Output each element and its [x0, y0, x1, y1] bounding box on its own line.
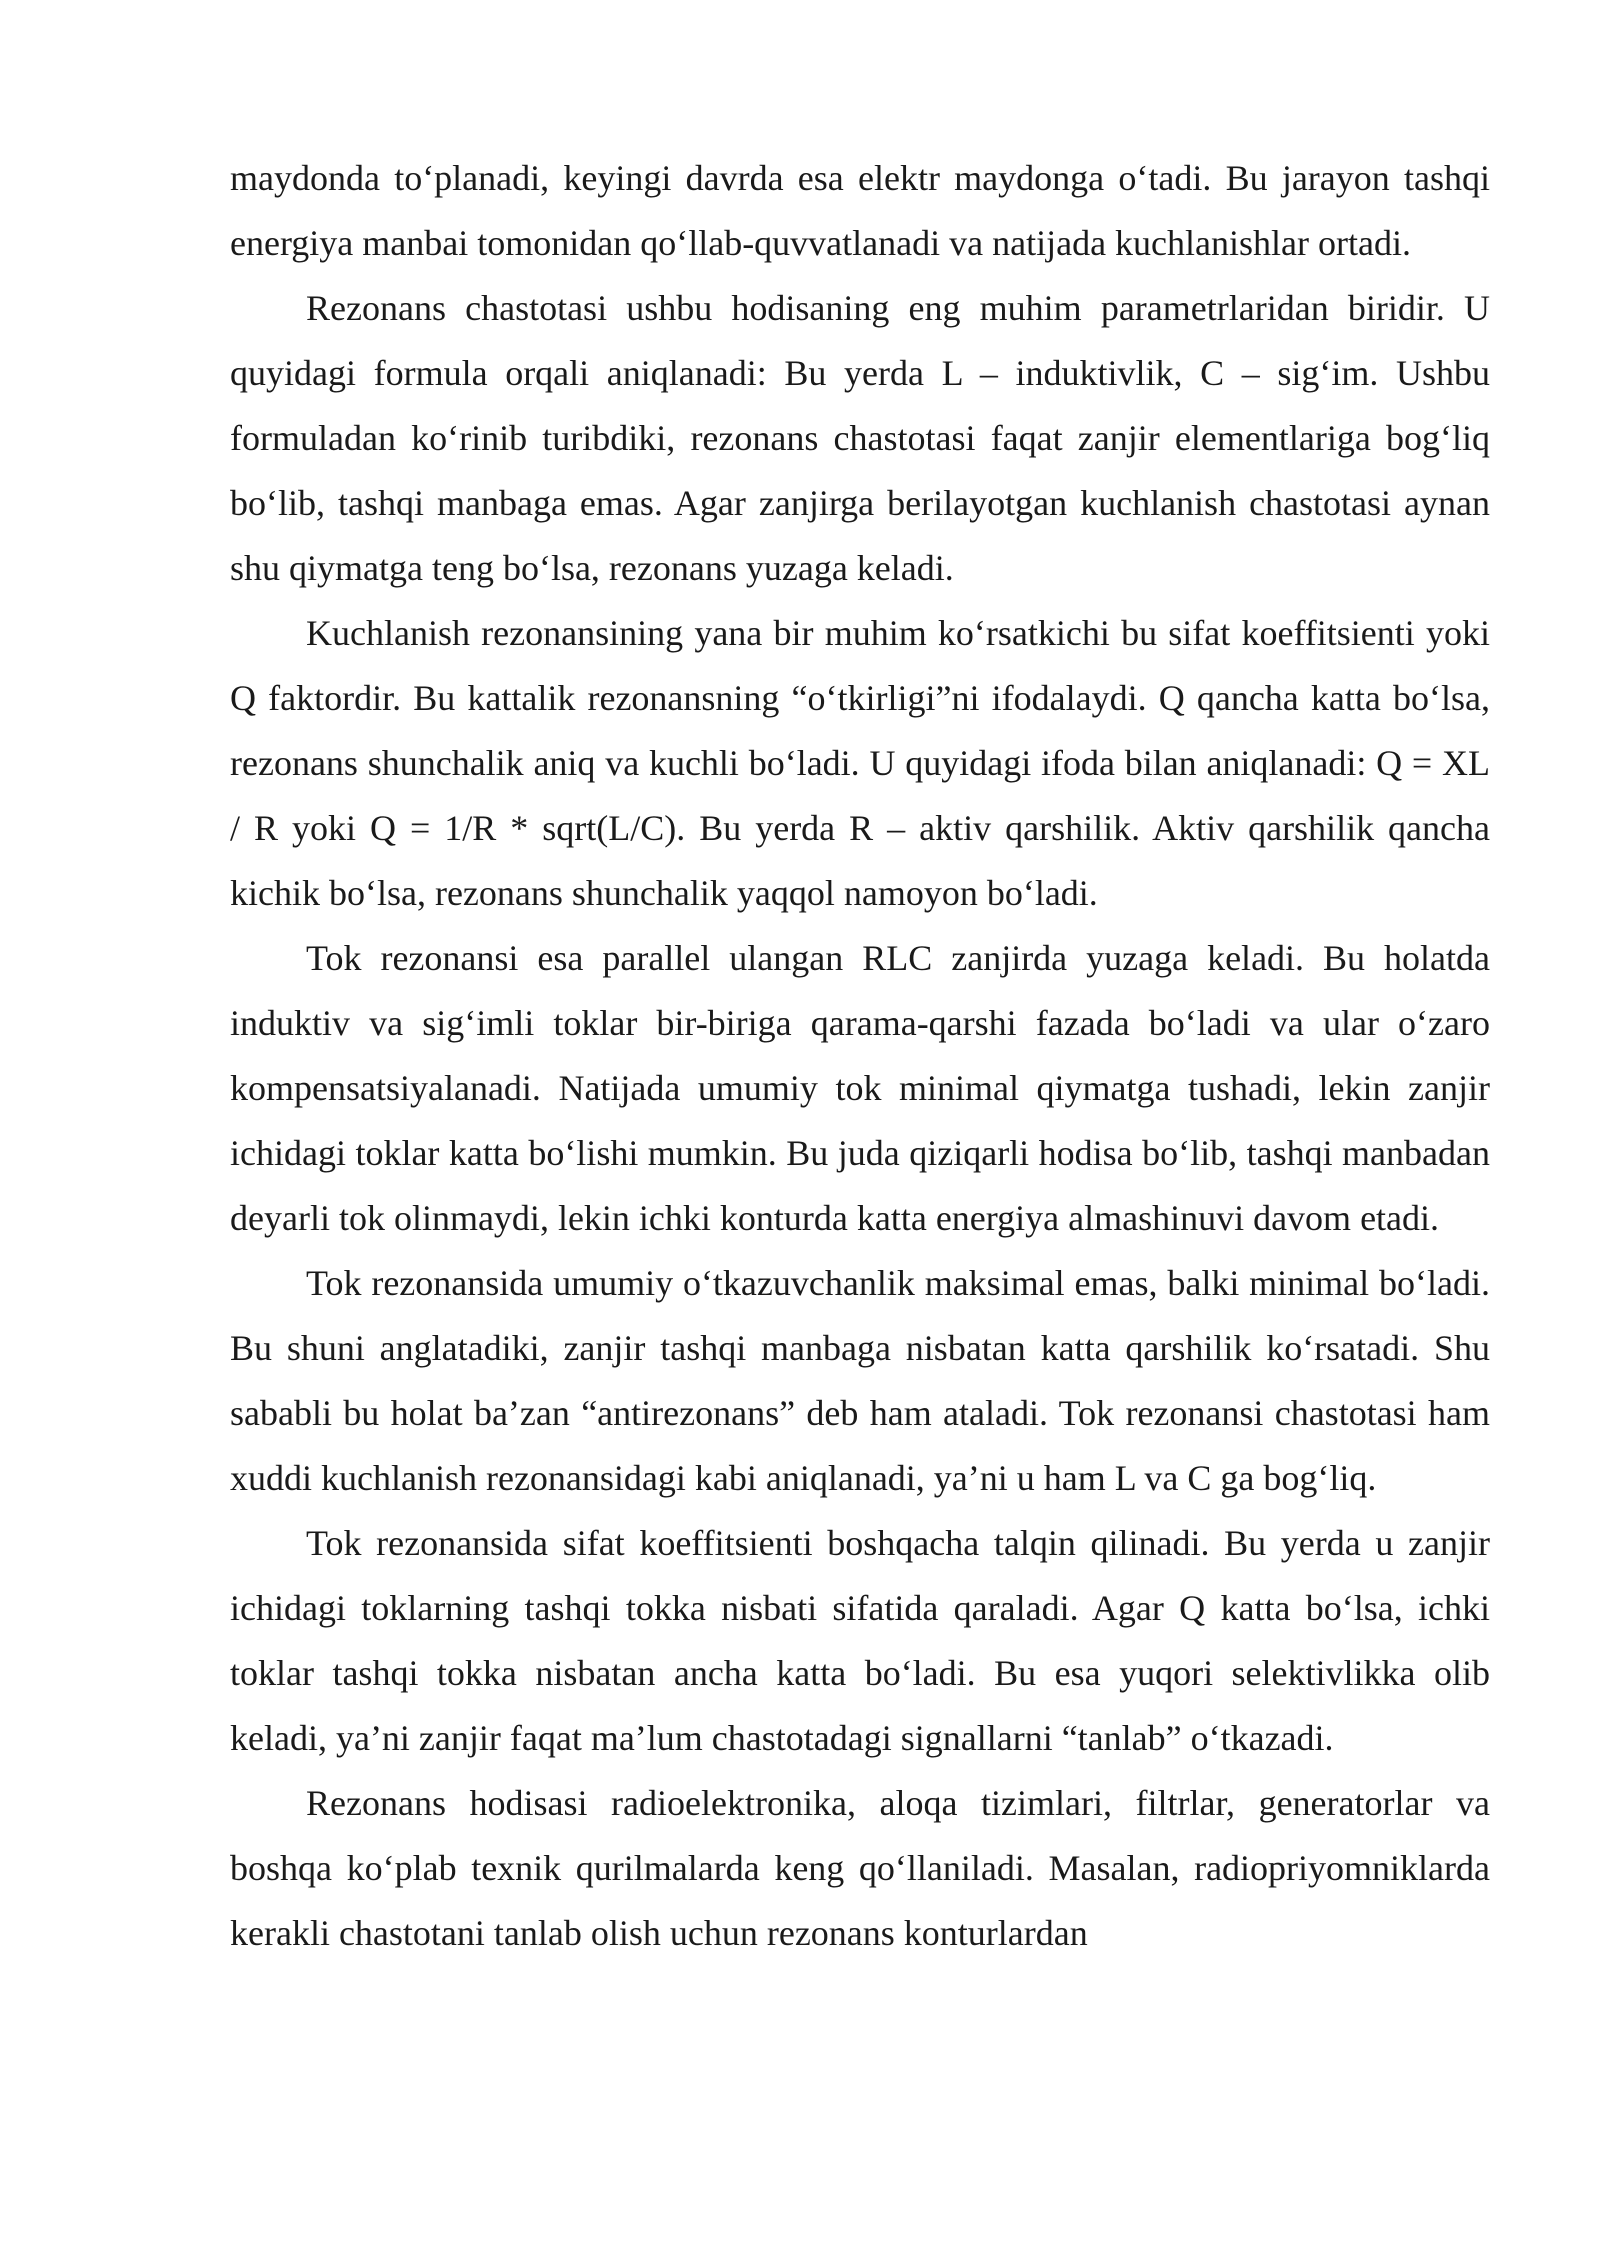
paragraph-current-resonance: Tok rezonansi esa parallel ulangan RLC zanjirda yuzaga keladi. Bu holatda induktiv va sig‘imli toklar bir-biriga qarama-qarshi fazada bo‘ladi va ular o‘zaro kompensatsiyalanadi. Natijada umumiy tok minimal qiymatga tushadi, lekin zanjir ichidagi toklar katta bo‘lishi mumkin. Bu juda qiziqarli hodisa bo‘lib, tashqi manbadan deyarli tok olinmaydi, lekin ichki konturda katta energiya almashinuvi davom etadi. [230, 938, 1490, 1238]
document-page [230, 146, 1490, 1966]
paragraph-antiresonance: Tok rezonansida umumiy o‘tkazuvchanlik maksimal emas, balki minimal bo‘ladi. Bu shuni anglatadiki, zanjir tashqi manbaga nisbatan katta qarshilik ko‘rsatadi. Shu sababli bu holat ba’zan “antirezonans” deb ham ataladi. Tok rezonansi chastotasi ham xuddi kuchlanish rezonansidagi kabi aniqlanadi, ya’ni u ham L va C ga bog‘liq. [230, 1263, 1490, 1498]
paragraph-applications: Rezonans hodisasi radioelektronika, aloqa tizimlari, filtrlar, generatorlar va boshqa ko‘plab texnik qurilmalarda keng qo‘llaniladi. Masalan, radiopriyomniklarda kerakli chastotani tanlab olish uchun rezonans konturlardan [230, 1783, 1490, 1953]
paragraph-selectivity: Tok rezonansida sifat koeffitsienti boshqacha talqin qilinadi. Bu yerda u zanjir ichidagi toklarning tashqi tokka nisbati sifatida qaraladi. Agar Q katta bo‘lsa, ichki toklar tashqi tokka nisbatan ancha katta bo‘ladi. Bu esa yuqori selektivlikka olib keladi, ya’ni zanjir faqat ma’lum chastotadagi signallarni “tanlab” o‘tkazadi. [230, 1523, 1490, 1758]
paragraph-quality-factor: Kuchlanish rezonansining yana bir muhim ko‘rsatkichi bu sifat koeffitsienti yoki Q faktordir. Bu kattalik rezonansning “o‘tkirligi”ni ifodalaydi. Q qancha katta bo‘lsa, rezonans shunchalik aniq va kuchli bo‘ladi. U quyidagi ifoda bilan aniqlanadi: Q = XL / R yoki Q = 1/R * sqrt(L/C). Bu yerda R – aktiv qarshilik. Aktiv qarshilik qancha kichik bo‘lsa, rezonans shunchalik yaqqol namoyon bo‘ladi. [230, 613, 1490, 913]
paragraph-continuation: maydonda to‘planadi, keyingi davrda esa elektr maydonga o‘tadi. Bu jarayon tashqi energiya manbai tomonidan qo‘llab-quvvatlanadi va natijada kuchlanishlar ortadi. [230, 158, 1490, 263]
paragraph-resonance-frequency: Rezonans chastotasi ushbu hodisaning eng muhim parametrlaridan biridir. U quyidagi formula orqali aniqlanadi: Bu yerda L – induktivlik, C – sig‘im. Ushbu formuladan ko‘rinib turibdiki, rezonans chastotasi faqat zanjir elementlariga bog‘liq bo‘lib, tashqi manbaga emas. Agar zanjirga berilayotgan kuchlanish chastotasi aynan shu qiymatga teng bo‘lsa, rezonans yuzaga keladi. [230, 288, 1490, 588]
